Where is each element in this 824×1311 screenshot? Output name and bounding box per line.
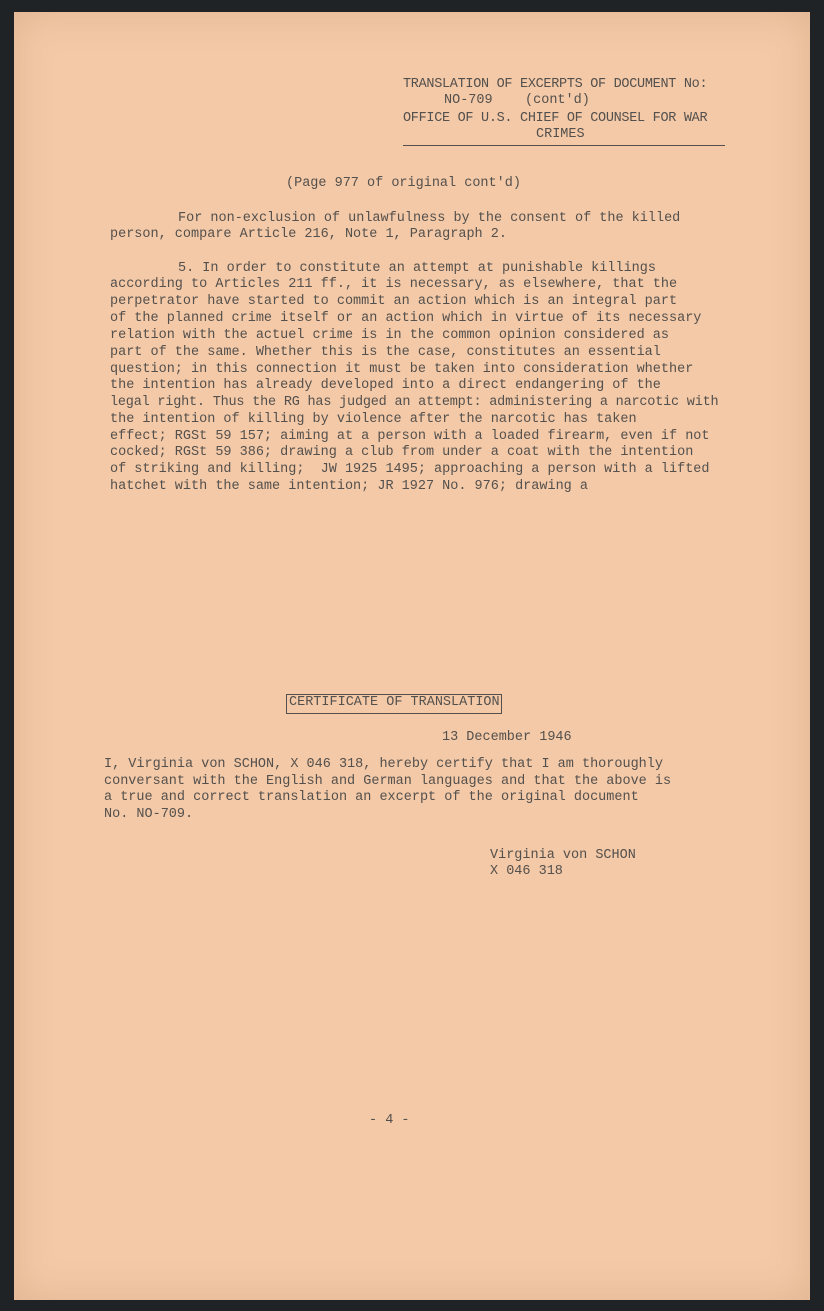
para2-line-3: perpetrator have started to commit an action which is an integral part (110, 294, 678, 309)
header-line-3: OFFICE OF U.S. CHIEF OF COUNSEL FOR WAR (403, 111, 708, 126)
para2-line-8: the intention has already developed into a direct endangering of the (110, 378, 661, 393)
certificate-line-3: a true and correct translation an excerpt of the original document (104, 790, 639, 805)
para2-line-13: of striking and killing; JW 1925 1495; approaching a person with a lifted (110, 462, 710, 477)
para2-line-11: effect; RGSt 59 157; aiming at a person with a loaded firearm, even if not (110, 429, 710, 444)
para2-line-4: of the planned crime itself or an action which in virtue of its necessary (110, 311, 702, 326)
header-line-1: TRANSLATION OF EXCERPTS OF DOCUMENT No: (403, 77, 708, 92)
para1-line-1: For non-exclusion of unlawfulness by the consent of the killed (178, 211, 681, 226)
para2-line-7: question; in this connection it must be taken into consideration whether (110, 362, 694, 377)
para2-line-6: part of the same. Whether this is the case, constitutes an essential (110, 345, 661, 360)
para2-line-14: hatchet with the same intention; JR 1927 No. 976; drawing a (110, 479, 588, 494)
page-number: - 4 - (369, 1113, 410, 1128)
certificate-title: CERTIFICATE OF TRANSLATION (289, 695, 500, 710)
signature-id: X 046 318 (490, 864, 563, 879)
header-line-2: NO-709 (cont'd) (444, 93, 590, 108)
header-rule (403, 145, 725, 146)
para2-line-2: according to Articles 211 ff., it is necessary, as elsewhere, that the (110, 277, 678, 292)
document-page (14, 12, 810, 1300)
certificate-line-1: I, Virginia von SCHON, X 046 318, hereby certify that I am thoroughly (104, 757, 663, 772)
header-line-4: CRIMES (536, 127, 585, 142)
para2-line-1: 5. In order to constitute an attempt at punishable killings (178, 261, 656, 276)
para2-line-5: relation with the actuel crime is in the common opinion considered as (110, 328, 669, 343)
page-reference: (Page 977 of original cont'd) (286, 176, 521, 191)
signature-name: Virginia von SCHON (490, 848, 636, 863)
para2-line-10: the intention of killing by violence after the narcotic has taken (110, 412, 637, 427)
para1-line-2: person, compare Article 216, Note 1, Paragraph 2. (110, 227, 507, 242)
para2-line-12: cocked; RGSt 59 386; drawing a club from under a coat with the intention (110, 445, 694, 460)
certificate-line-4: No. NO-709. (104, 807, 194, 822)
para2-line-9: legal right. Thus the RG has judged an attempt: administering a narcotic with (110, 395, 719, 410)
certificate-date: 13 December 1946 (442, 730, 572, 745)
certificate-line-2: conversant with the English and German languages and that the above is (104, 774, 672, 789)
